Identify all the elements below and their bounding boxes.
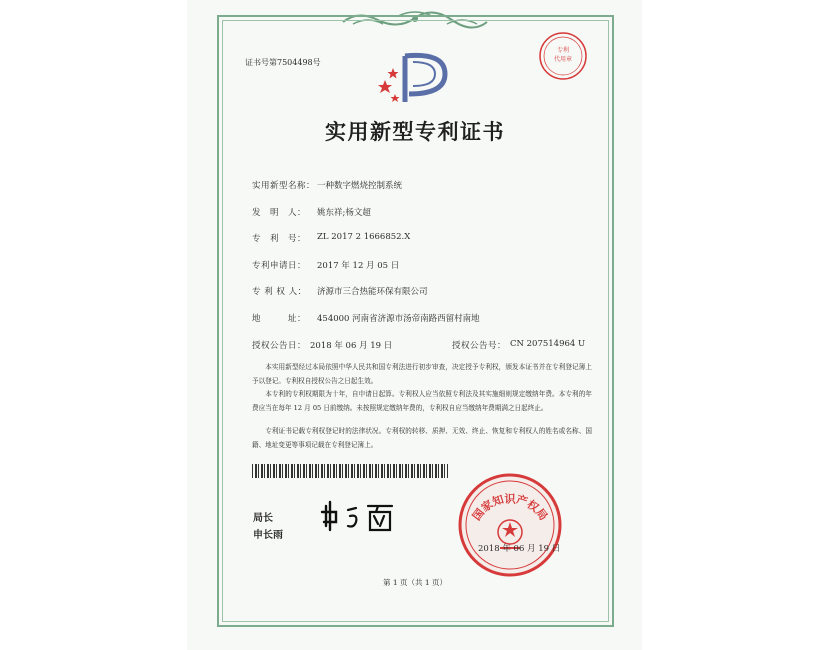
announce-no-value: CN 207514964 U xyxy=(510,339,586,349)
director-name: 申长雨 xyxy=(253,530,283,541)
svg-text:国家知识产权局: 国家知识产权局 xyxy=(470,492,550,523)
field-value-name: 一种数字燃烧控制系统 xyxy=(317,181,403,191)
svg-text:代用章: 代用章 xyxy=(553,56,573,63)
field-label-filing-date: 专利申请日： xyxy=(252,261,307,271)
svg-text:专利: 专利 xyxy=(556,47,570,54)
announce-no-label: 授权公告号： xyxy=(452,341,507,351)
field-label-patent-no: 专 利 号： xyxy=(252,234,307,244)
seal-date: 2018 年 06 月 19 日 xyxy=(478,544,561,554)
body-paragraph: 本实用新型经过本局依照中华人民共和国专利法进行初步审查，决定授予专利权，颁发本证书并在专利登记簿上予以登记。专利权自授权公告之日起生效。 xyxy=(252,363,592,385)
top-right-seal-icon xyxy=(537,30,589,82)
field-value-patent-no: ZL 2017 2 1666852.X xyxy=(317,232,411,242)
body-paragraph: 本专利的专利权期限为十年，自申请日起算。专利权人应当依照专利法及其实施细则规定缴纳年费。本专利的年费应当在每年 12 月 05 日前缴纳。未按照规定缴纳年费的，专利权自应当缴纳年费期满之日起终止。 xyxy=(252,390,592,412)
barcode xyxy=(252,464,448,478)
field-label-address: 地 址： xyxy=(252,314,307,324)
patent-office-logo-icon xyxy=(373,52,459,110)
body-paragraph: 专利证书记载专利权登记时的法律状况。专利权的转移、质押、无效、终止、恢复和专利权人的姓名或名称、国籍、地址变更等事项记载在专利登记簿上。 xyxy=(252,427,592,449)
field-value-inventor: 姚东祥;杨文超 xyxy=(317,208,371,218)
announce-date-value: 2018 年 06 月 19 日 xyxy=(310,341,393,351)
field-label-inventor: 发 明 人： xyxy=(252,208,307,218)
certificate-number: 证书号第7504498号 xyxy=(245,58,321,67)
field-value-address: 454000 河南省济源市汤帝南路西留村南地 xyxy=(317,314,480,324)
field-label-name: 实用新型名称： xyxy=(252,181,316,191)
announce-date-label: 授权公告日： xyxy=(252,341,307,351)
certificate-body xyxy=(252,361,592,452)
field-label-patentee: 专 利 权 人： xyxy=(252,287,307,297)
field-value-patentee: 济源市三合热能环保有限公司 xyxy=(317,287,428,297)
bottom-seal-icon xyxy=(455,470,565,580)
certificate-title: 实用新型专利证书 xyxy=(325,119,505,144)
field-value-filing-date: 2017 年 12 月 05 日 xyxy=(317,261,400,271)
director-title: 局长 xyxy=(253,513,273,524)
director-signature-icon xyxy=(320,500,400,534)
page-number: 第 1 页（共 1 页） xyxy=(382,578,448,587)
